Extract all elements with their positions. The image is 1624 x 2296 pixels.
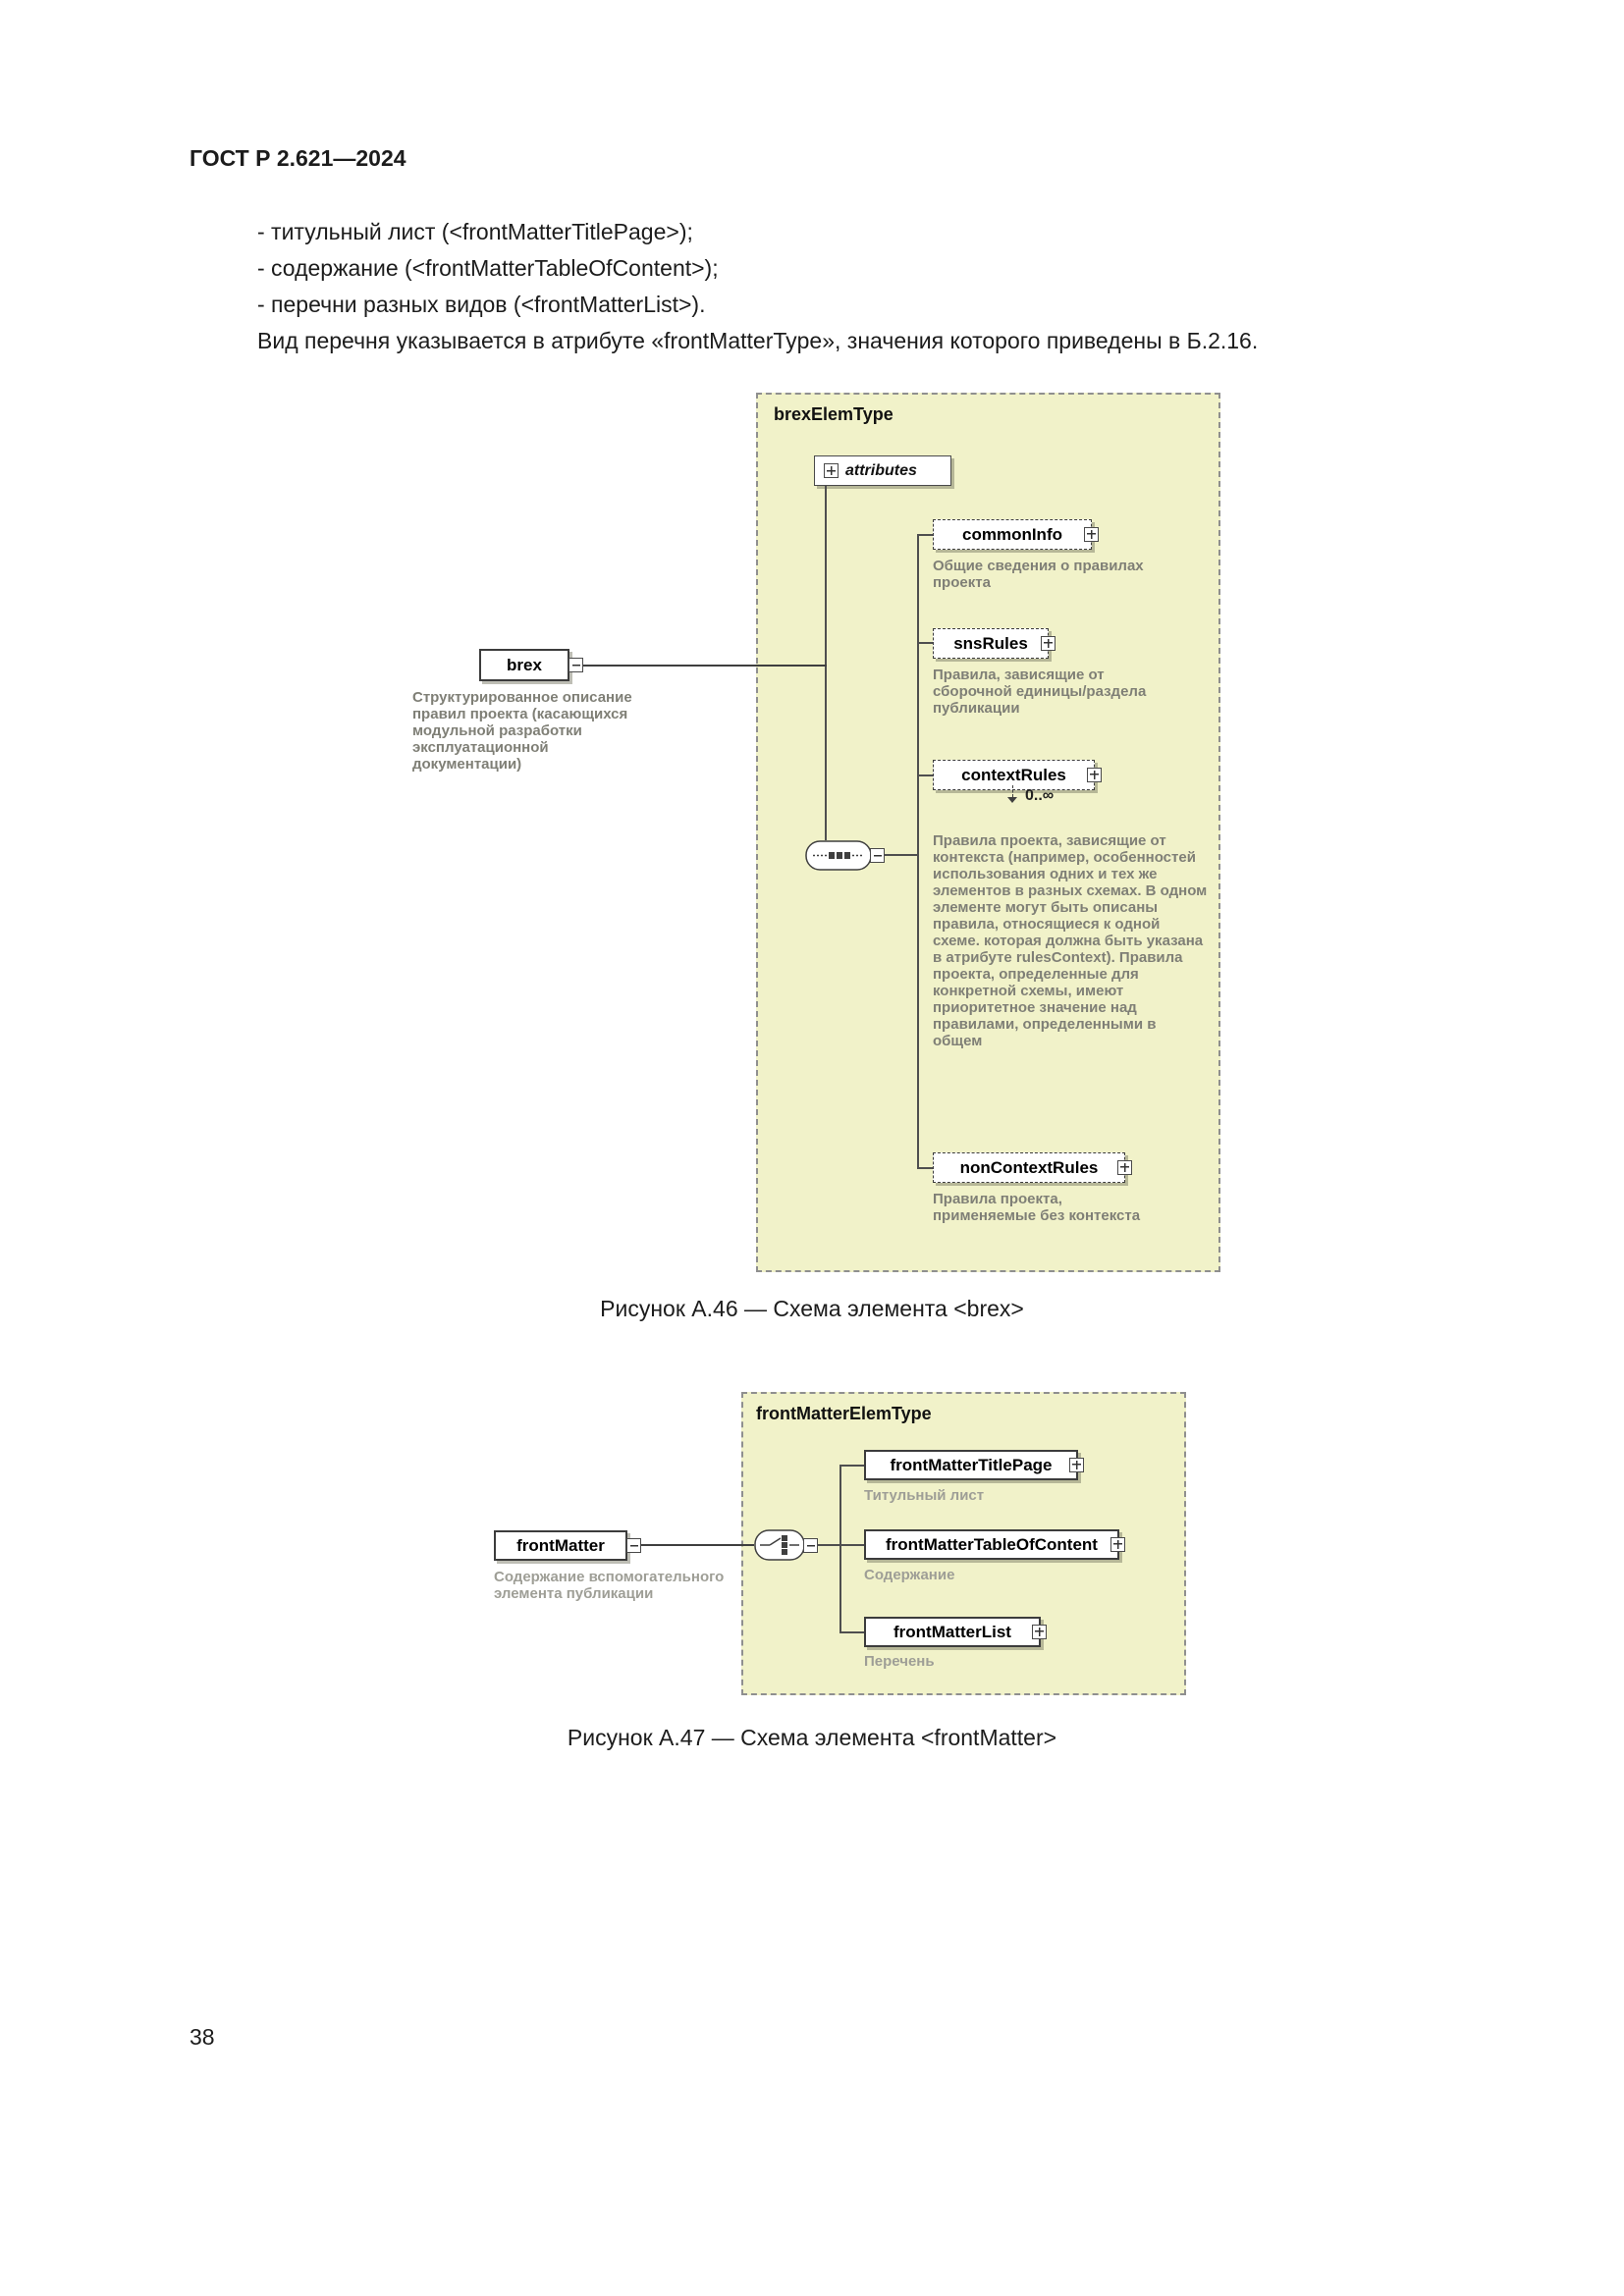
element-label: commonInfo xyxy=(962,524,1062,544)
connector-line xyxy=(917,774,934,776)
attributes-label: attributes xyxy=(845,461,917,479)
list-item: - содержание (<frontMatterTableOfContent>); xyxy=(257,255,719,281)
page-header: ГОСТ Р 2.621—2024 xyxy=(189,145,406,171)
element-box-brex xyxy=(479,649,569,681)
element-annotation: Правила, зависящие от сборочной единицы/раздела публикации xyxy=(933,667,1147,717)
list-item: - титульный лист (<frontMatterTitlePage>); xyxy=(257,219,693,244)
element-label: contextRules xyxy=(961,765,1066,784)
schema-type-label: brexElemType xyxy=(774,404,893,424)
figure-caption: Рисунок А.47 — Схема элемента <frontMatter> xyxy=(567,1725,1057,1750)
element-label: snsRules xyxy=(953,633,1028,653)
element-annotation: Содержание вспомогательного элемента публикации xyxy=(494,1569,725,1602)
expand-plus-icon xyxy=(1117,1160,1132,1175)
element-label: frontMatterList xyxy=(893,1622,1011,1641)
expand-plus-icon xyxy=(1110,1537,1125,1552)
element-box-frontmatter xyxy=(494,1530,627,1561)
element-box-noncontextrules xyxy=(933,1152,1125,1183)
expand-plus-icon xyxy=(824,463,839,478)
connector-line xyxy=(917,534,934,536)
expand-plus-icon xyxy=(1087,768,1102,782)
connector-line xyxy=(839,1631,865,1633)
choice-icon xyxy=(754,1529,805,1561)
list-item: - перечни разных видов (<frontMatterList>). xyxy=(257,292,706,317)
element-box-frontmattertitlepage xyxy=(864,1450,1078,1480)
sequence-icon xyxy=(805,840,872,871)
connector-line xyxy=(818,1544,840,1546)
expand-plus-icon xyxy=(1084,527,1099,542)
body-paragraph: Вид перечня указывается в атрибуте «frontMatterType», значения которого приведены в Б.2.16. xyxy=(257,328,1259,353)
connector-line xyxy=(583,665,827,667)
page-number: 38 xyxy=(189,2024,215,2050)
element-annotation: Структурированное описание правил проекта (касающихся модульной разработки эксплуатационной документации) xyxy=(412,689,632,773)
connector-line xyxy=(825,486,827,840)
repeat-tick xyxy=(1012,785,1013,797)
schema-type-label: frontMatterElemType xyxy=(756,1404,932,1423)
element-box-snsrules xyxy=(933,628,1049,659)
element-annotation: Правила проекта, применяемые без контекста xyxy=(933,1191,1141,1224)
collapse-handle-icon xyxy=(626,1538,641,1553)
element-label: frontMatterTableOfContent xyxy=(886,1534,1098,1554)
connector-line xyxy=(917,1167,934,1169)
chevron-down-icon xyxy=(1007,797,1017,803)
element-annotation: Общие сведения о правилах проекта xyxy=(933,558,1144,591)
expand-plus-icon xyxy=(1032,1625,1047,1639)
element-label: frontMatter xyxy=(516,1535,605,1555)
element-label: frontMatterTitlePage xyxy=(890,1455,1053,1474)
connector-line xyxy=(839,1465,865,1467)
collapse-handle-icon xyxy=(870,848,885,863)
connector-line xyxy=(839,1544,865,1546)
attributes-box xyxy=(814,455,951,486)
multiplicity-label: 0..∞ xyxy=(1025,787,1055,804)
element-annotation: Титульный лист xyxy=(864,1487,985,1504)
element-annotation: Содержание xyxy=(864,1567,955,1583)
element-box-commoninfo xyxy=(933,519,1092,550)
connector-line xyxy=(839,1465,841,1632)
element-box-frontmattertableofcontent xyxy=(864,1529,1119,1560)
connector-line xyxy=(917,642,934,644)
collapse-handle-icon xyxy=(803,1538,818,1553)
element-box-frontmatterlist xyxy=(864,1617,1041,1647)
element-annotation: Правила проекта, зависящие от контекста (например, особенностей использования одних и тех же элементов в разных схемах. В одном элементе могут быть описаны правила, относящиеся к одной схеме. которая должна быть указана в атрибуте rulesContext). Правила проекта, определенные для конкретной схемы, имеют приоритетное значение над правилами, определенными в общем xyxy=(933,832,1208,1049)
connector-line xyxy=(917,534,919,1169)
connector-line xyxy=(885,854,919,856)
element-box-contextrules xyxy=(933,760,1095,790)
collapse-handle-icon xyxy=(568,658,583,672)
expand-plus-icon xyxy=(1041,636,1056,651)
figure-caption: Рисунок А.46 — Схема элемента <brex> xyxy=(600,1296,1024,1321)
element-label: brex xyxy=(507,655,542,674)
expand-plus-icon xyxy=(1069,1458,1084,1472)
element-label: nonContextRules xyxy=(959,1157,1099,1177)
element-annotation: Перечень xyxy=(864,1653,935,1670)
connector-line xyxy=(641,1544,754,1546)
